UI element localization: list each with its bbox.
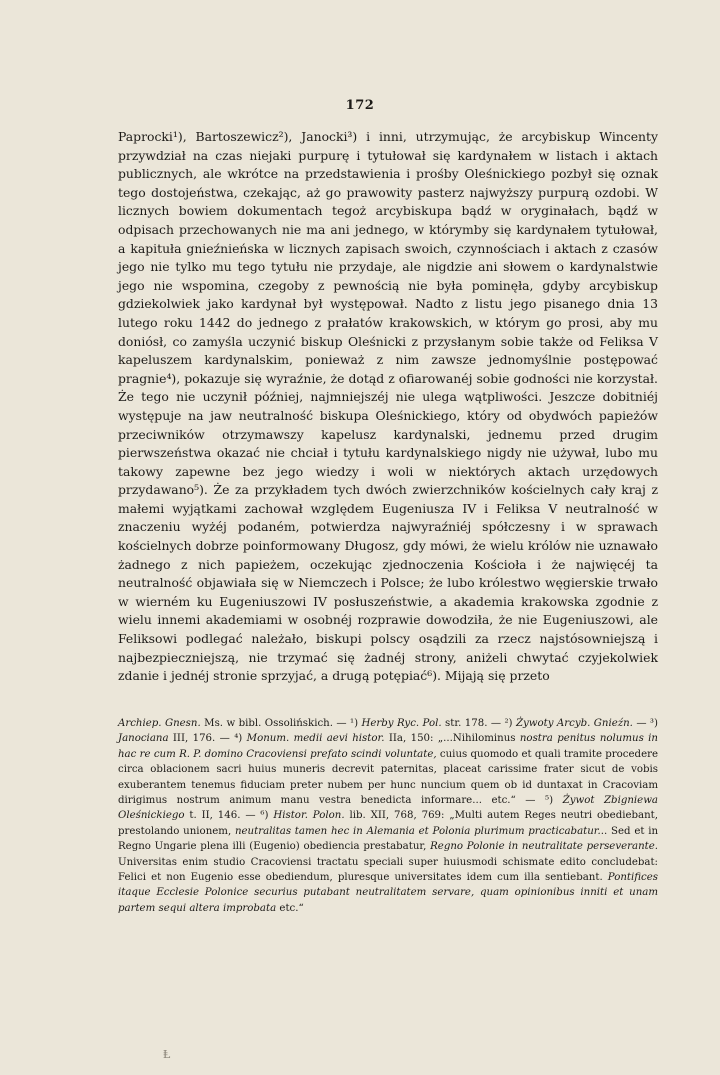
footnote-segment: Herby Ryc. Pol. <box>361 718 442 729</box>
footnote-segment: etc.“ <box>276 902 304 914</box>
footnote-segment: neutralitas tamen hec in Alemania et Polonia plurimum practicabatur. <box>234 825 601 837</box>
library-stamp-mark: Ⱡ <box>163 1048 171 1061</box>
footnote-segment: cuius quomodo et quali tramite procedere circa oblacionem sacri huius muneris decrevit paternitas, placeat carissime frater sicut de vobis exuberantem tenemus fiduciam preter nubem per hunc nuncium quem ob id duntaxat in Cracoviam dirigimus nostrum animum manu vestra benedicta informare... etc.“ — ⁵) <box>118 748 658 807</box>
footnote-segment: Ms. w bibl. Ossolińskich. — ¹) <box>200 718 362 729</box>
footnote-segment: Żywoty Arcyb. Gnieźn. <box>515 718 633 729</box>
footnote-segment: Regno Polonie in neutralitate perseverante. <box>430 841 658 853</box>
footnotes <box>118 716 658 916</box>
footnote-segment: Universitas enim studio Cracoviensi tractatu speciali super huiusmodi schismate edito concludebat: Felici et non Eugenio esse obediendum, pluresque universitates idem cum illa sentiebant. <box>118 856 658 884</box>
main-text <box>118 128 658 686</box>
footnote-segment: nostra penitus nolumus in hac re cum R. P. domino Cracoviensi prefato scindi voluntate, <box>118 733 658 760</box>
footnote-segment: str. 178. — ²) <box>441 718 516 729</box>
footnote-segment: t. II, 146. — ⁶) <box>184 810 274 822</box>
main-paragraph: Paprocki¹), Bartoszewicz²), Janocki³) i inni, utrzymując, że arcybiskup Wincenty przywdział na czas niejaki purpurę i tytułował się kardynałem w listach i aktach publicznych, ale wkrótce na przedstawienia i prośby Oleśnickiego pozbył się oznak tego dostojeństwa, czekając, aż go prawowity pasterz najwyższy purpurą ozdobi. W licznych bowiem dokumentach tegoż arcybiskupa bądź w oryginałach, bądź w odpisach przechowanych nie ma ani jednego, w którymby się kardynałem tytułował, a kapituła gnieźnieńska w licznych zapisach swoich, czynnościach i aktach z czasów jego nie tylko mu tego tytułu nie przydaje, ale nigdzie ani słowem o kardynalstwie jego nie wspomina, czegoby z pewnością nie była pominęła, gdyby arcybiskup gdziekolwiek jako kardynał był występował. Nadto z listu jego pisanego dnia 13 lutego roku 1442 do jednego z prałatów krakowskich, w którym go prosi, aby mu doniósł, co zamyśla uczynić biskup Oleśnicki z przysłanym sobie także od Feliksa V kapeluszem kardynalskim, ponieważ z nim zawsze jednomyślnie postępować pragnie⁴), pokazuje się wyraźnie, że dotąd z ofiarowanéj sobie godności nie korzystał. Że tego nie uczynił później, najmniejszéj nie ulega wątpliwości. Jeszcze dobitniéj występuje na jaw neutralność biskupa Oleśnickiego, który od obydwóch papieżów przeciwników otrzymawszy kapelusz kardynalski, jednemu przed drugim pierwszeństwa okazać nie chciał i tytułu kardynalskiego nigdy nie używał, lubo mu takowy zapewne bez jego wiedzy i woli w niektórych aktach urzędowych przydawano⁵). Że za przykładem tych dwóch zwierzchników kościelnych cały kraj z małemi wyjątkami zachował względem Eugeniusza IV i Feliksa V neutralność w znaczeniu wyżéj podaném, potwierdza najwyraźniéj spółczesny i w sprawach kościelnych dobrze poinformowany Długosz, gdy mówi, że wielu królów nie uznawało żadnego z nich papieżem, oczekując zjednoczenia Kościoła i że najwięcéj ta neutralność objawiała się w Niemczech i Polsce; że lubo królestwo węgierskie trwało w wierném ku Eugeniuszowi IV posłuszeństwie, a akademia krakowska zgodnie z wielu innemi akademiami w osobnéj rozprawie dowodziła, że nie Eugeniuszowi, ale Feliksowi podlegać należało, biskupi polscy osądzili za rzecz najstósowniejszą i najbezpieczniejszą, nie trzymać się żadnéj strony, aniżeli chwytać czyjekolwiek zdanie i jednéj stronie sprzyjać, a drugą potępiać⁶). Mijają się przeto <box>118 129 658 684</box>
footnote-segment: III, 176. — ⁴) <box>168 733 247 745</box>
footnote-segment: Archiep. Gnesn. <box>118 718 201 729</box>
footnote-segment: Janociana <box>118 733 169 745</box>
footnote-segment: Żywot Zbigniewa Oleśnickiego <box>118 795 658 822</box>
footnote-segment: Monum. medii aevi histor. <box>246 733 385 745</box>
footnotes-paragraph <box>118 716 658 916</box>
footnote-segment: — ³) <box>632 718 658 729</box>
footnote-segment: lib. XII, 768, 769: „Multi autem Reges neutri obediebant, prestolando unionem, <box>118 810 658 837</box>
footnote-segment: IIa, 150: „...Nihilominus <box>384 733 520 745</box>
footnote-segment: Pontifices itaque Ecclesie Polonice securius putabant neutralitatem servare, quam opinionibus inniti et unam partem sequi altera improbata <box>118 872 658 914</box>
page-number: 172 <box>345 98 375 113</box>
footnote-segment: Histor. Polon. <box>273 810 345 822</box>
footnote-segment: .. Sed et in Regno Ungarie plena illi (Eugenio) obediencia prestabatur, <box>118 825 659 853</box>
